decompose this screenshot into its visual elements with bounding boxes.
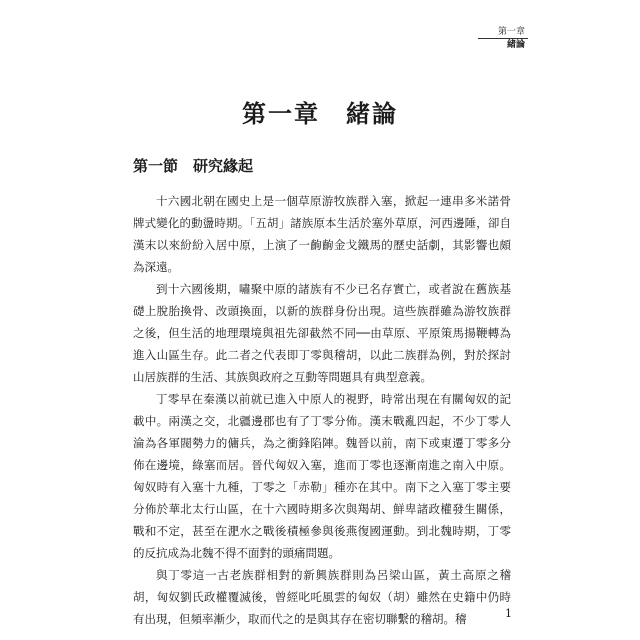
paragraph: 十六國北朝在國史上是一個草原游牧族群入塞，掀起一連串多米諾骨牌式變化的動盪時期。「五胡」諸族原本生活於塞外草原，河西邊陲，卻自漢末以來紛紛入居中原，上演了一齣齣金戈鐵馬的歷史話劇，其影響也頗為深遠。 [133,194,511,274]
header-rule [478,38,528,39]
running-header-chapter: 第一章 [497,27,525,37]
paragraph: 丁零早在秦漢以前就已進入中原人的視野，時常出現在有關匈奴的記載中。兩漢之交，北疆邊郡也有了丁零分佈。漢末戰亂四起，不少丁零人淪為各軍閥勢力的傭兵，為之衝鋒陷陣。魏晉以前，南下或東遷丁零多分佈在邊境，綠塞而居。晉代匈奴入塞，進而丁零也逐漸南進之南入中原。匈奴時有入塞十九種，丁零之「赤勒」種亦在其中。南下之入塞丁零主要分佈於華北太行山區，在十六國時期多次與羯胡、鮮卑諸政權發生關係，戰和不定，甚至在淝水之戰後積極參與後燕復國運動。到北魏時期，丁零的反抗成為北魏不得不面對的頭痛問題。 [133,392,511,560]
body-text [133,190,511,630]
chapter-title: 第一章 緒論 [242,100,398,128]
paragraph: 與丁零這一古老族群相對的新興族群則為呂梁山區，黃土高原之稽胡，匈奴劉氏政權覆滅後，曾經叱吒風雲的匈奴（胡）雖然在史籍中仍時有出現，但頻率漸少，取而代之的是與其存在密切聯繫的稽胡。稽 [133,568,511,626]
page-number: 1 [505,607,512,620]
paragraph: 到十六國後期，嘯聚中原的諸族有不少已名存實亡，或者說在舊族基礎上脫胎換骨、改頭換面，以新的族群身份出現。這些族群雖為游牧族群之後，但生活的地理環境與祖先卻截然不同──由草原、平原策馬揚鞭轉為進入山區生存。此二者之代表即丁零與稽胡，以此二族群為例，對於探討山居族群的生活、其族與政府之互動等問題具有典型意義。 [133,282,511,384]
running-header-section: 緒論 [506,40,525,50]
section-title: 第一節 研究緣起 [133,157,254,175]
